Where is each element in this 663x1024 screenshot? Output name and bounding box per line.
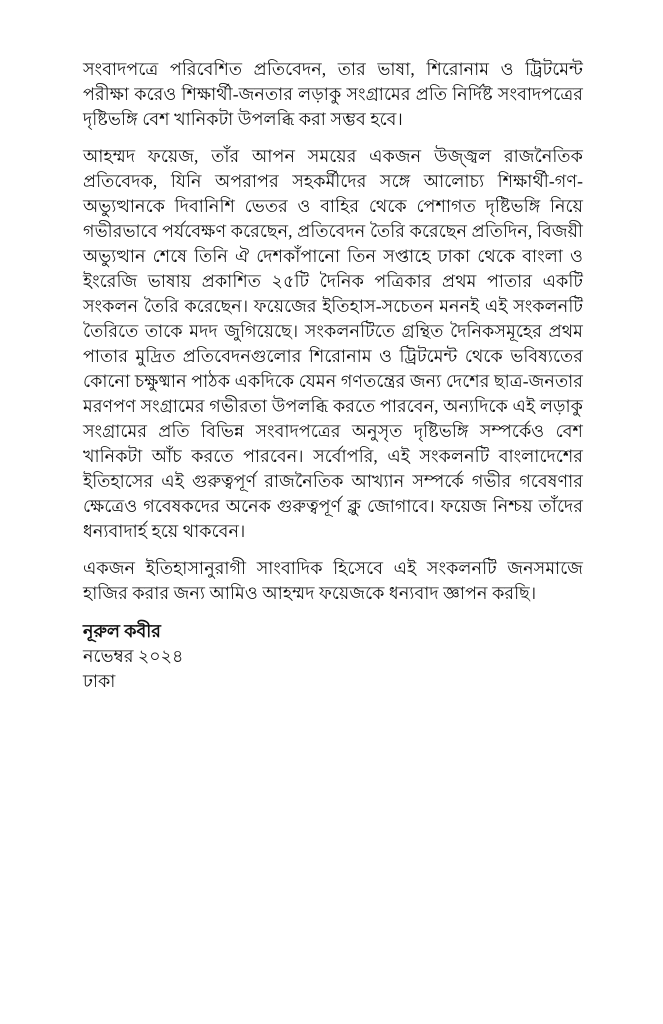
paragraph: একজন ইতিহাসানুরাগী সাংবাদিক হিসেবে এই সংকলনটি জনসমাজে হাজির করার জন্য আমিও আহম্মদ ফয়েজকে ধন্যবাদ জ্ঞাপন করছি। [83,558,583,603]
paragraph: আহম্মদ ফয়েজ, তাঁর আপন সময়ের একজন উজ্জ্বল রাজনৈতিক প্রতিবেদক, যিনি অপরাপর সহকর্মীদের সঙ্গে আলোচ্য শিক্ষার্থী-গণ-অভ্যুত্থানকে দিবানিশি ভেতর ও বাহির থেকে পেশাগত দৃষ্টিভঙ্গি নিয়ে গভীরভাবে পর্যবেক্ষণ করেছেন, প্রতিবেদন তৈরি করেছেন প্রতিদিন, বিজয়ী অভ্যুত্থান শেষে তিনি ঐ দেশকাঁপানো তিন সপ্তাহে ঢাকা থেকে বাংলা ও ইংরেজি ভাষায় প্রকাশিত ২৫টি দৈনিক পত্রিকার প্রথম পাতার একটি সংকলন তৈরি করেছেন। ফয়েজের ইতিহাস-সচেতন মননই এই সংকলনটি তৈরিতে তাকে মদদ জুগিয়েছে। সংকলনটিতে গ্রন্থিত দৈনিকসমূহের প্রথম পাতার মুদ্রিত প্রতিবেদনগুলোর শিরোনাম ও ট্রিটমেন্ট থেকে ভবিষ্যতের কোনো চক্ষুষ্মান পাঠক একদিকে যেমন গণতন্ত্রের জন্য দেশের ছাত্র-জনতার মরণপণ সংগ্রামের গভীরতা উপলব্ধি করতে পারবেন, অন্যদিকে এই লড়াকু সংগ্রামের প্রতি বিভিন্ন সংবাদপত্রের অনুসৃত দৃষ্টিভঙ্গি সম্পর্কেও বেশ খানিকটা আঁচ করতে পারবেন। সর্বোপরি, এই সংকলনটি বাংলাদেশের ইতিহাসের এই গুরুত্বপূর্ণ রাজনৈতিক আখ্যান সম্পর্কে গভীর গবেষণার ক্ষেত্রেও গবেষকদের অনেক গুরুত্বপূর্ণ ক্লু জোগাবে। ফয়েজ নিশ্চয় তাঁদের ধন্যবাদার্হ হয়ে থাকবেন। [83,146,583,541]
signature-name: নূরুল কবীর [83,621,161,641]
paragraph: সংবাদপত্রে পরিবেশিত প্রতিবেদন, তার ভাষা, শিরোনাম ও ট্রিটমেন্ট পরীক্ষা করেও শিক্ষার্থী-জনতার লড়াকু সংগ্রামের প্রতি নির্দিষ্ট সংবাদপত্রের দৃষ্টিভঙ্গি বেশ খানিকটা উপলব্ধি করা সম্ভব হবে। [83,59,583,129]
signature-place: ঢাকা [83,671,116,691]
signature-date: নভেম্বর ২০২৪ [83,646,184,666]
signature-block [83,619,583,694]
